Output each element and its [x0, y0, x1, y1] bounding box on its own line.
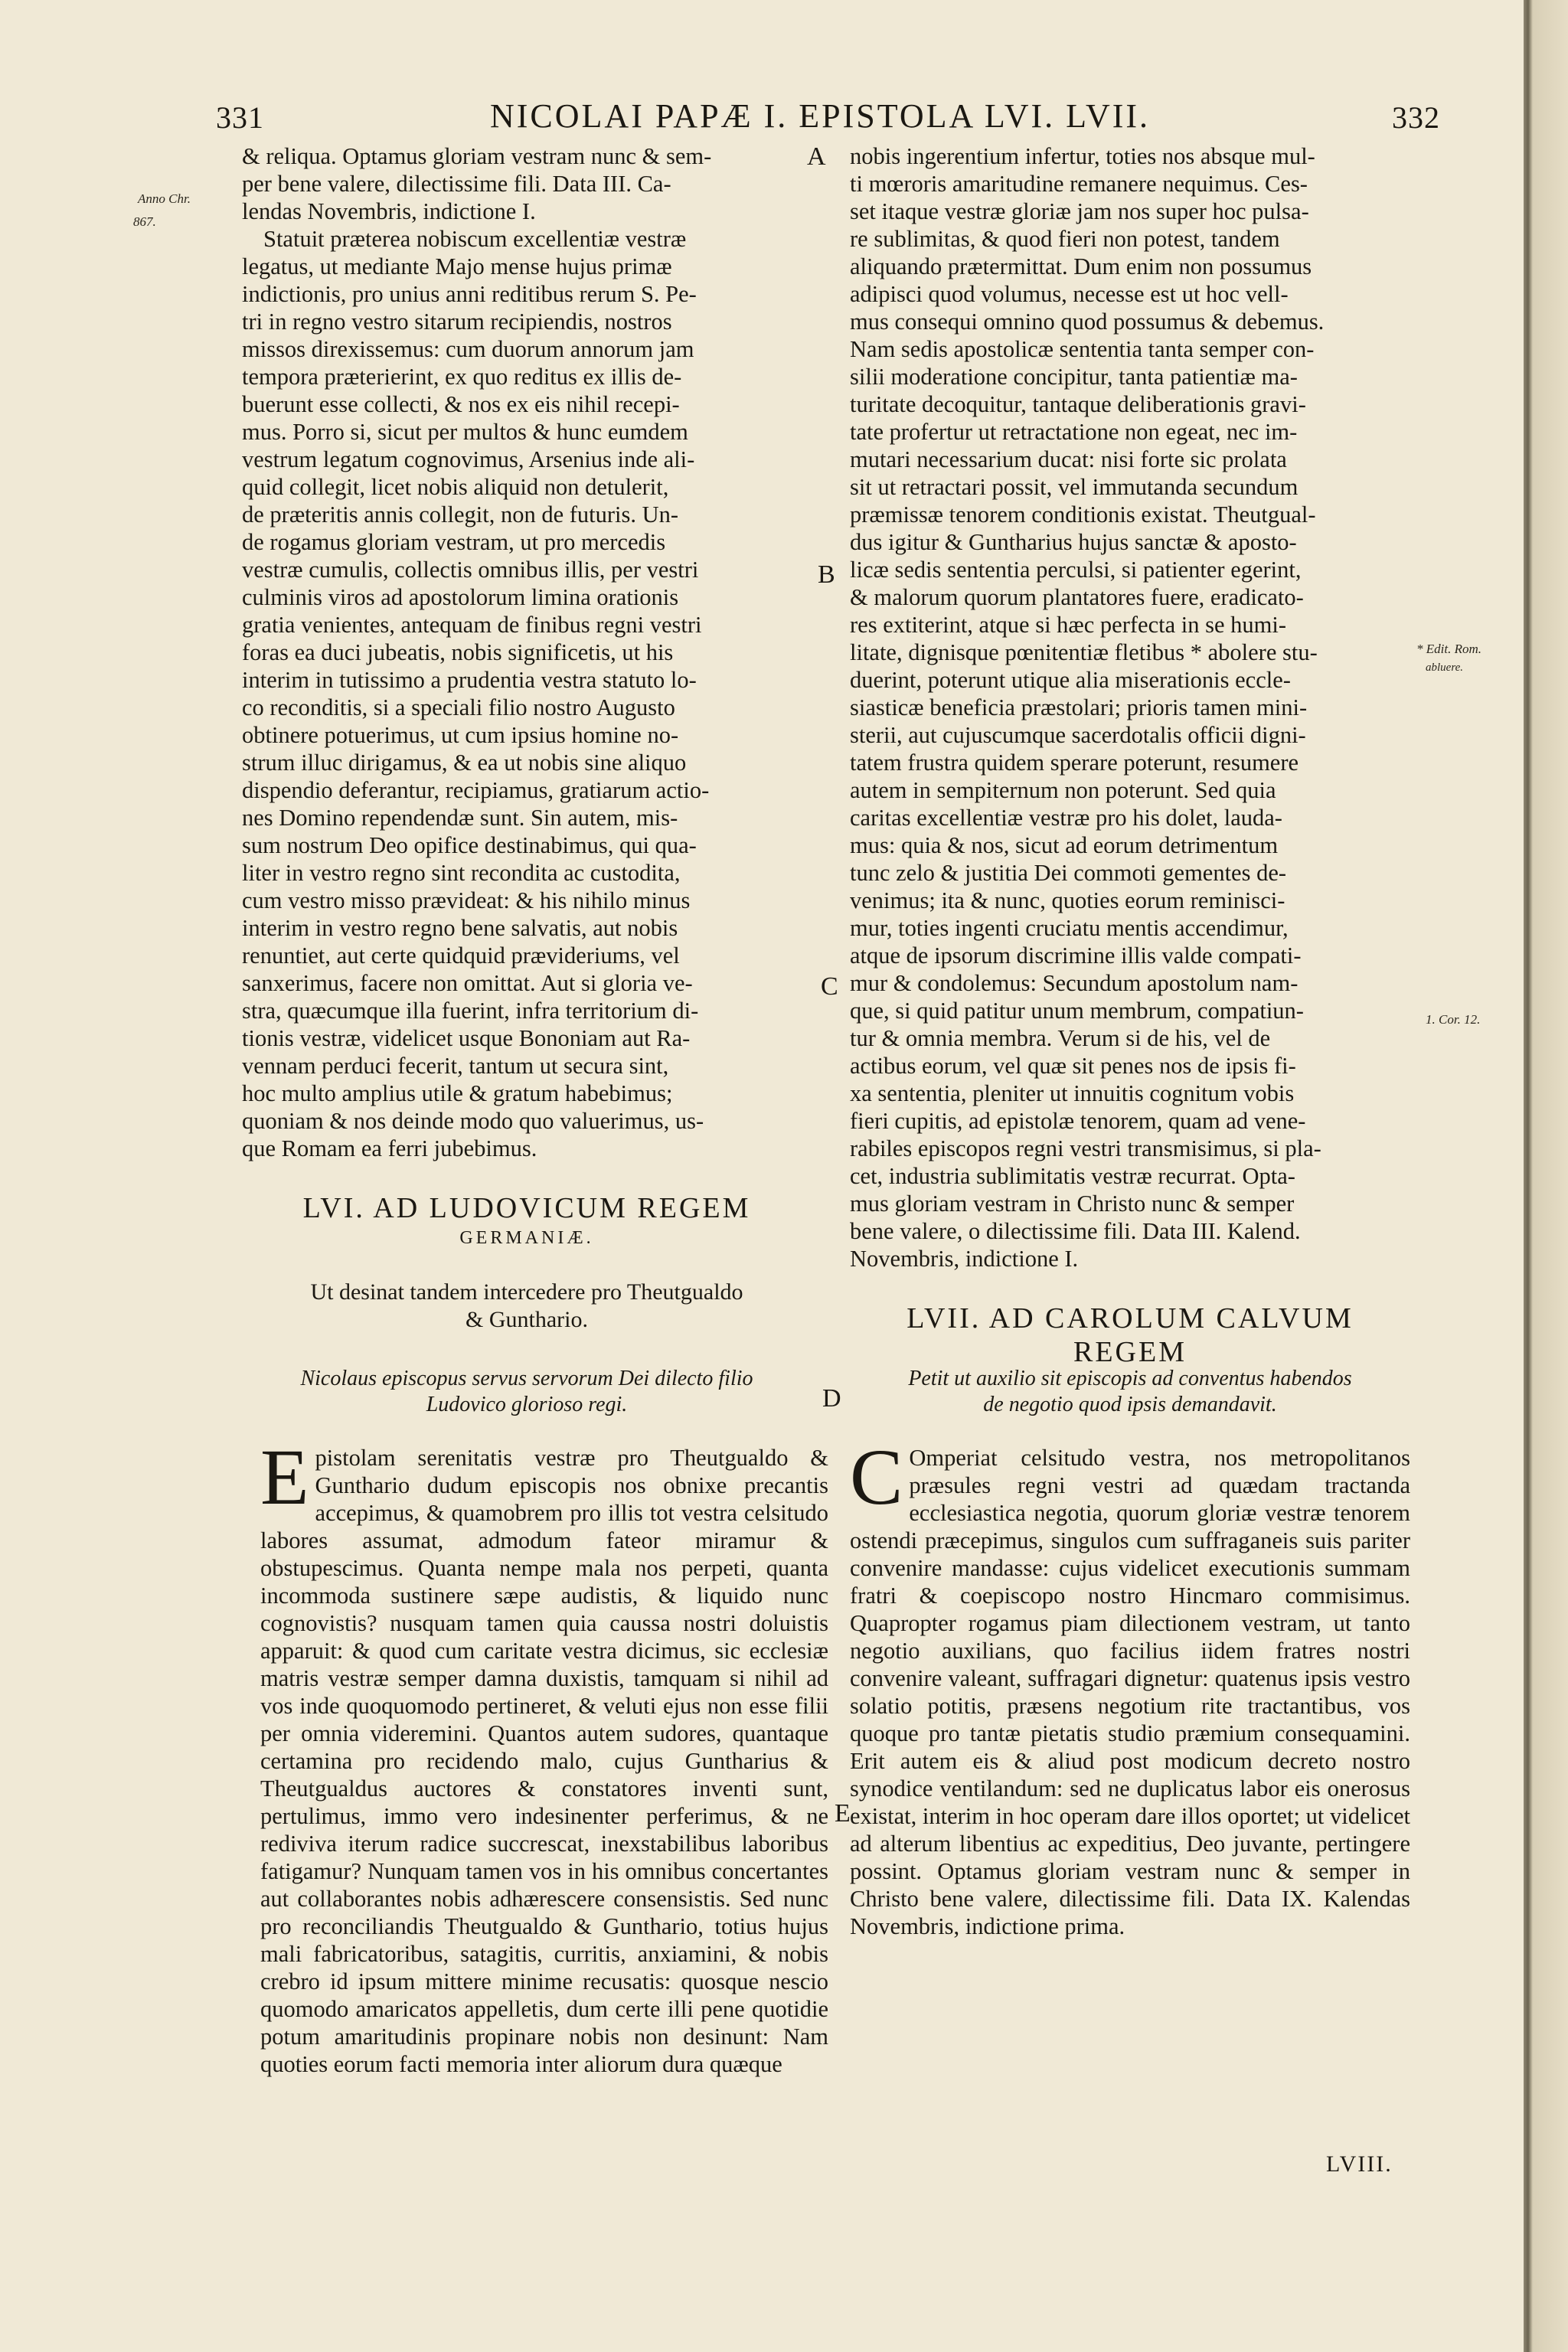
- text-line: cum vestro misso prævideat: & his nihilo minus: [242, 887, 691, 913]
- text-line: tate profertur ut retractatione non egeat, nec im-: [850, 419, 1298, 445]
- drop-cap: C: [850, 1433, 903, 1521]
- text-line: missos direxissemus: cum duorum annorum jam: [242, 336, 694, 362]
- continuation-text: [850, 142, 1410, 1272]
- margin-note-edit-rom: * Edit. Rom.: [1416, 642, 1481, 656]
- text-line: tatem frustra quidem sperare poterunt, resumere: [850, 750, 1299, 776]
- text-line: mus gloriam vestram in Christo nunc & semper: [850, 1191, 1295, 1217]
- text-line: hoc multo amplius utile & gratum habebimus;: [242, 1080, 673, 1106]
- text-line: interim in tutissimo a prudentia vestra statuto lo-: [242, 667, 697, 693]
- argument-line: Petit ut auxilio sit episcopis ad conventus habendos: [908, 1367, 1352, 1390]
- text-line: per bene valere, dilectissime fili. Data III. Ca-: [242, 171, 671, 197]
- text-line: mus: quia & nos, sicut ad eorum detrimentum: [850, 832, 1279, 858]
- text-line: siasticæ beneficia præstolari; prioris tamen mini-: [850, 694, 1308, 720]
- text-line: vestræ cumulis, collectis omnibus illis, per vestri: [242, 557, 699, 583]
- argument-line: Ut desinat tandem intercedere pro Theutgualdo: [310, 1279, 743, 1305]
- text-line: culminis viros ad apostolorum limina orationis: [242, 584, 679, 610]
- text-line: nobis ingerentium infertur, toties nos absque mul-: [850, 143, 1315, 169]
- text-line: præmissæ tenorem conditionis existat. Theutgual-: [850, 501, 1316, 528]
- text-line: renuntiet, aut certe quidquid prævideriums, vel: [242, 942, 680, 969]
- text-line: que, si quid patitur unum membrum, compatiun-: [850, 998, 1304, 1024]
- text-line: liter in vestro regno sint recondita ac custodita,: [242, 860, 681, 886]
- margin-note-edit-variant: abluere.: [1426, 662, 1464, 674]
- salutation-line: Ludovico glorioso regi.: [426, 1393, 628, 1416]
- text-line: Statuit præterea nobiscum excellentiæ vestræ: [263, 226, 687, 252]
- text-line: actibus eorum, vel quæ sit penes nos de ipsis fi-: [850, 1053, 1296, 1079]
- text-line: & malorum quorum plantatores fuere, eradicato-: [850, 584, 1304, 610]
- text-line: Novembris, indictione I.: [850, 1246, 1079, 1272]
- text-line: cet, industria sublimitatis vestræ recurrat. Opta-: [850, 1163, 1295, 1189]
- letter-56-heading: LVI. AD LUDOVICUM REGEM: [302, 1192, 751, 1224]
- letter-56-subheading: GERMANIÆ.: [459, 1228, 594, 1248]
- text-line: sterii, aut cujuscumque sacerdotalis officii digni-: [850, 722, 1306, 748]
- text-line: lendas Novembris, indictione I.: [242, 198, 536, 224]
- text-line: foras ea duci jubeatis, nobis significetis, ut his: [242, 639, 674, 665]
- text-line: vestrum legatum cognovimus, Arsenius inde ali-: [242, 446, 695, 472]
- text-line: tunc zelo & justitia Dei commoti gementes de-: [850, 860, 1287, 886]
- continuation-text: [242, 142, 812, 1162]
- text-line: interim in vestro regno bene salvatis, aut nobis: [242, 915, 678, 941]
- text-line: mus. Porro si, sicut per multos & hunc eumdem: [242, 419, 688, 445]
- text-line: silii moderatione concipitur, tanta patientiæ ma-: [850, 364, 1298, 390]
- letter-57-body: [850, 1433, 1410, 1940]
- left-page-number: 331: [216, 100, 264, 135]
- text-line: strum illuc dirigamus, & ea ut nobis sine aliquo: [242, 750, 687, 776]
- text-line: legatus, ut mediante Majo mense hujus primæ: [242, 253, 672, 279]
- text-line: vennam perduci fecerit, tantum ut secura sint,: [242, 1053, 669, 1079]
- right-page-number: 332: [1392, 100, 1440, 135]
- section-letter-e: E: [835, 1799, 851, 1828]
- text-line: de rogamus gloriam vestram, ut pro mercedis: [242, 529, 666, 555]
- text-line: indictionis, pro unius anni reditibus rerum S. Pe-: [242, 281, 697, 307]
- text-line: venimus; ita & nunc, quoties eorum reminisci-: [850, 887, 1285, 913]
- salutation-line: Nicolaus episcopus servus servorum Dei dilecto filio: [300, 1367, 753, 1390]
- text-line: Nam sedis apostolicæ sententia tanta semper con-: [850, 336, 1315, 362]
- text-line: xa sententia, pleniter ut innuitis cognitum vobis: [850, 1080, 1295, 1106]
- text-line: caritas excellentiæ vestræ pro his dolet, lauda-: [850, 805, 1282, 831]
- right-column-continuation: [850, 142, 1410, 1272]
- section-letter-c: C: [821, 972, 838, 1001]
- text-line: mur, toties ingenti cruciatu mentis accendimur,: [850, 915, 1289, 941]
- text-line: mur & condolemus: Secundum apostolum nam-: [850, 970, 1298, 996]
- text-line: set itaque vestræ gloriæ jam nos super hoc pulsa-: [850, 198, 1309, 224]
- text-line: tri in regno vestro sitarum recipiendis, nostros: [242, 309, 672, 335]
- body-text: pistolam serenitatis vestræ pro Theutgualdo & Gunthario dudum episcopis nos obnixe precantis accepimus, & quamobrem pro illis tot vestra celsitudo labores assumat, admodum fateor miramur & obstupescimus. Quanta nempe mala nos perpeti, quanta incommoda sustinere sæpe audistis, & liquido nunc cognovistis? nusquam tamen quia caussa nostri doluistis apparuit: & quod cum caritate vestra dicimus, sic ecclesiæ matris vestræ semper damna duxistis, tamquam si nihil ad vos inde quoquomodo pertineret, & veluti ejus non esse filii per omnia videremini. Quantos autem sudores, quantaque certamina pro recidendo malo, cujus Guntharius & Theutgualdus auctores & constatores inventi sunt, pertulimus, immo vero indesinenter perferimus, & ne rediviva iterum radice succrescat, inexstabilibus laboribus fatigamur? Nunquam tamen vos in his omnibus concertantes aut collaborantes nobis adhærescere consensistis. Sed nunc pro reconciliandis Theutgualdo & Gunthario, totius hujus mali fabricatoribus, satagitis, curritis, anxiamini, & nobis crebro id ipsum mittere minime recusatis: quosque nescio quomodo amaricatos appelletis, dum certe illi pene quotidie potum amaritudinis propinare nobis non desinunt: Nam quoties eorum facti memoria inter aliorum dura quæque: [260, 1445, 828, 2077]
- text-line: atque de ipsorum discrimine illis valde compati-: [850, 942, 1302, 969]
- text-line: que Romam ea ferri jubebimus.: [242, 1135, 537, 1161]
- text-line: buerunt esse collecti, & nos ex eis nihil recepi-: [242, 391, 680, 417]
- margin-note-scripture-ref: 1. Cor. 12.: [1426, 1012, 1481, 1027]
- text-line: sum nostrum Deo opifice destinabimus, qui qua-: [242, 832, 697, 858]
- text-line: tur & omnia membra. Verum si de his, vel de: [850, 1025, 1271, 1051]
- argument-line: & Gunthario.: [466, 1307, 588, 1332]
- drop-cap: E: [260, 1433, 309, 1521]
- letter-57-text: [850, 1433, 1410, 1940]
- text-line: aliquando prætermittat. Dum enim non possumus: [850, 253, 1312, 279]
- text-line: fieri cupitis, ad epistolæ tenorem, quam ad vene-: [850, 1108, 1306, 1134]
- text-line: licæ sedis sententia perculsi, si patienter egerint,: [850, 557, 1302, 583]
- text-line: dispendio deferantur, recipiamus, gratiarum actio-: [242, 777, 710, 803]
- letter-57-argument: [850, 1366, 1410, 1418]
- left-column-continuation: [242, 142, 812, 1162]
- text-line: obtinere potuerimus, ut cum ipsius homine no-: [242, 722, 679, 748]
- text-line: bene valere, o dilectissime fili. Data III. Kalend.: [850, 1218, 1301, 1244]
- text-line: tionis vestræ, videlicet usque Bononiam aut Ra-: [242, 1025, 691, 1051]
- text-line: sanxerimus, facere non omittat. Aut si gloria ve-: [242, 970, 693, 996]
- text-line: autem in sempiternum non poterunt. Sed quia: [850, 777, 1276, 803]
- text-line: mus consequi omnino quod possumus & debemus.: [850, 309, 1325, 335]
- letter-56-body: [260, 1433, 828, 2078]
- text-line: de præteritis annis collegit, non de futuris. Un-: [242, 501, 679, 528]
- text-line: nes Domino rependendæ sunt. Sin autem, mis-: [242, 805, 678, 831]
- section-letter-a: A: [807, 142, 826, 171]
- text-line: mutari necessarium ducat: nisi forte sic prolata: [850, 446, 1287, 472]
- text-line: co reconditis, si a speciali filio nostro Augusto: [242, 694, 675, 720]
- text-line: sit ut retractari possit, vel immutanda secundum: [850, 474, 1298, 500]
- letter-56-text: [260, 1433, 828, 2078]
- text-line: dus igitur & Guntharius hujus sanctæ & aposto-: [850, 529, 1297, 555]
- argument-line: de negotio quod ipsis demandavit.: [983, 1393, 1277, 1416]
- text-line: res extiterint, atque si hæc perfecta in se humi-: [850, 612, 1286, 638]
- text-line: & reliqua. Optamus gloriam vestram nunc & sem-: [242, 143, 712, 169]
- text-line: duerint, poterunt utique alia miserationis eccle-: [850, 667, 1291, 693]
- section-letter-d: D: [822, 1384, 841, 1413]
- text-line: rabiles episcopos regni vestri transmisimus, si pla-: [850, 1135, 1321, 1161]
- text-line: tempora præterierint, ex quo reditus ex illis de-: [242, 364, 682, 390]
- margin-note-anno: Anno Chr.: [138, 191, 191, 206]
- text-line: quoniam & nos deinde modo quo valuerimus, us-: [242, 1108, 704, 1134]
- letter-56-argument: [242, 1279, 812, 1334]
- body-text: Omperiat celsitudo vestra, nos metropolitanos præsules regni vestri ad quædam tractanda ecclesiastica negotia, quorum gloriæ vestræ tenorem ostendi præcepimus, singulos cum suffraganeis suis pariter convenire mandasse: cujus videlicet executionis summam fratri & coepiscopo nostro Hincmaro commisimus. Quapropter rogamus piam dilectionem vestram, ut tanto negotio auxilians, quo facilius iidem fratres nostri convenire valeant, suffragari dignetur: quatenus ipsis vestro solatio potitis, præsens negotium rite tractantibus, vos quoque pro tantæ pietatis studio præmium consequamini. Erit autem eis & aliud post modicum decreto nostro synodice ventilandum: sed ne duplicatus labor eis onerosus existat, interim in hoc operam dare illos oportet; ut videlicet ad alterum libentius ac expeditius, Deo juvante, pertingere possint. Optamus gloriam vestram nunc & semper in Christo bene valere, dilectissime fili. Data IX. Kalendas Novembris, indictione prima.: [850, 1445, 1410, 1939]
- book-gutter: [1524, 0, 1568, 2352]
- text-line: turitate decoquitur, tantaque deliberationis gravi-: [850, 391, 1306, 417]
- text-line: litate, dignisque pœnitentiæ fletibus * abolere stu-: [850, 639, 1318, 665]
- text-line: ti mœroris amaritudine remanere nequimus. Ces-: [850, 171, 1308, 197]
- page-header: [0, 97, 1524, 145]
- section-letter-b: B: [818, 560, 835, 589]
- text-line: stra, quæcumque illa fuerint, infra territorium di-: [242, 998, 699, 1024]
- letter-56-salutation: [242, 1366, 812, 1418]
- catchword: LVIII.: [1326, 2151, 1393, 2177]
- text-line: adipisci quod volumus, necesse est ut hoc vell-: [850, 281, 1289, 307]
- running-title: NICOLAI PAPÆ I. EPISTOLA LVI. LVII.: [490, 97, 1151, 135]
- text-line: quid collegit, licet nobis aliquid non detulerit,: [242, 474, 669, 500]
- text-line: re sublimitas, & quod fieri non potest, tandem: [850, 226, 1280, 252]
- text-line: gratia venientes, antequam de finibus regni vestri: [242, 612, 702, 638]
- letter-57-heading: LVII. AD CAROLUM CALVUM REGEM: [906, 1302, 1354, 1368]
- margin-note-year: 867.: [133, 214, 156, 229]
